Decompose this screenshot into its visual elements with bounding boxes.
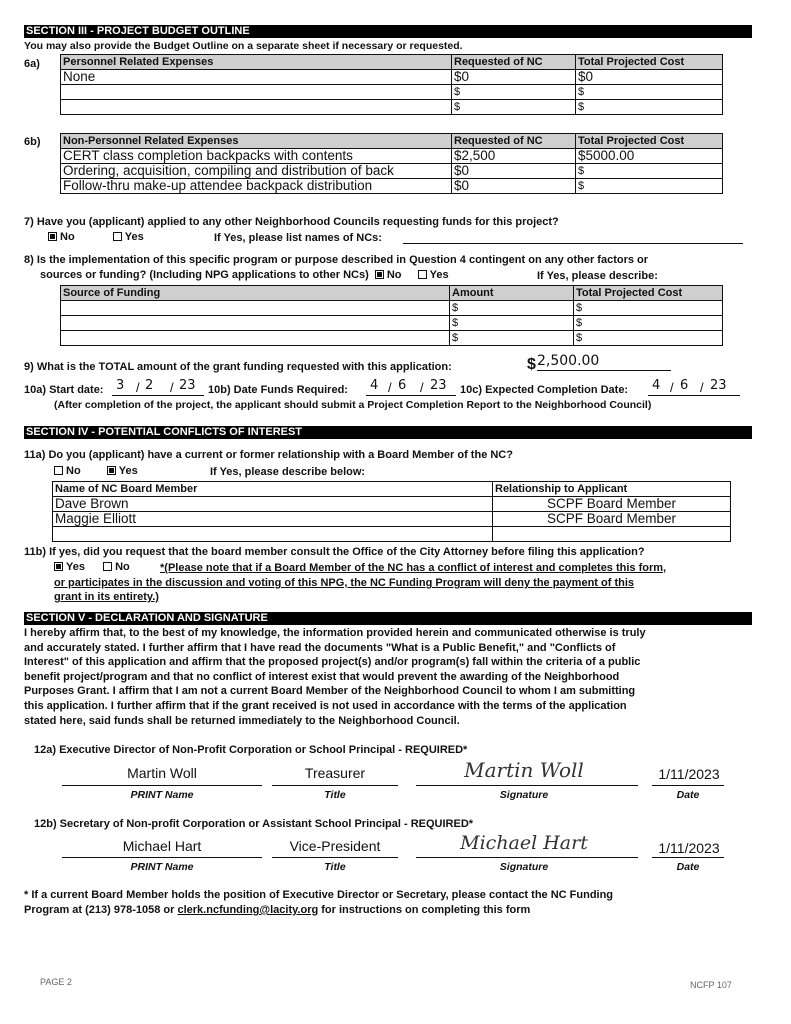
requested-cell[interactable]: $ [452, 100, 576, 115]
col-total: Total Projected Cost [576, 55, 723, 70]
q12b-title[interactable]: Vice-President [289, 838, 381, 854]
q11b-note-line3: grant in its entirety.) [54, 591, 159, 603]
personnel-cell[interactable] [61, 85, 452, 100]
q12a-signature[interactable]: Martin Woll [464, 758, 584, 782]
form-code: NCFP 107 [690, 980, 732, 990]
q10c-label: 10c) Expected Completion Date: [460, 384, 629, 396]
q11a-no-label: No [66, 465, 81, 477]
q12b-name-line [62, 857, 262, 858]
q12a-date[interactable]: 1/11/2023 [658, 766, 720, 782]
q10c-day[interactable]: 6 [680, 378, 689, 393]
table-row [61, 331, 723, 346]
q7-question: 7) Have you (applicant) applied to any other Neighborhood Councils requesting funds for this project? [24, 216, 559, 228]
q11a-yes-checkbox[interactable] [107, 466, 116, 475]
q12a-title-line [272, 785, 398, 786]
q8-no-label: No [386, 269, 402, 281]
source-cell[interactable] [61, 301, 450, 316]
footnote-line2-post: for instructions on completing this form [321, 904, 531, 916]
section3-header: SECTION III - PROJECT BUDGET OUTLINE [24, 25, 752, 38]
q12b-date-line [652, 857, 724, 858]
q11b-no-label: No [115, 561, 130, 573]
q11b-note-line1: *(Please note that if a Board Member of the NC has a conflict of interest and completes this form, [160, 562, 667, 574]
q7-followup: If Yes, please list names of NCs: [214, 232, 382, 244]
q12b-label: 12b) Secretary of Non-profit Corporation or Assistant School Principal - REQUIRED* [34, 818, 474, 830]
table-row [61, 149, 723, 164]
table-row [53, 527, 731, 542]
q11b-no-checkbox[interactable] [103, 562, 112, 571]
total-cell[interactable]: $ [574, 301, 723, 316]
relationship-cell[interactable] [493, 527, 731, 542]
q8-yes-label: Yes [429, 269, 449, 281]
expense-cell[interactable]: CERT class completion backpacks with contents [61, 149, 452, 164]
q12b-date-caption: Date [676, 861, 700, 873]
q9-amount-line [537, 370, 671, 371]
table-row [61, 100, 723, 115]
q12b-print-name-caption: PRINT Name [130, 861, 194, 873]
q6b-label: 6b) [24, 136, 41, 148]
col-relationship: Relationship to Applicant [493, 482, 731, 497]
non-personnel-expenses-table [60, 133, 723, 194]
q11b-yes-checkbox[interactable] [54, 562, 63, 571]
requested-cell[interactable]: $ [452, 85, 576, 100]
q10b-month[interactable]: 4 [370, 378, 379, 393]
funding-email-link[interactable]: clerk.ncfunding@lacity.org [177, 904, 319, 916]
q10a-sep1: / [136, 380, 140, 395]
q7-nc-names-line[interactable] [403, 243, 743, 244]
section5-header: SECTION V - DECLARATION AND SIGNATURE [24, 612, 752, 625]
q10a-month[interactable]: 3 [116, 378, 125, 393]
table-row [53, 512, 731, 527]
q12a-signature-line [416, 785, 638, 786]
q12a-date-caption: Date [676, 789, 700, 801]
table-row [61, 70, 723, 85]
q10-note: (After completion of the project, the applicant should submit a Project Completion Report to the Neighborhood Council) [54, 399, 652, 411]
q9-total-amount[interactable]: 2,500.00 [537, 353, 600, 369]
source-cell[interactable] [61, 316, 450, 331]
q10c-year[interactable]: 23 [710, 378, 727, 393]
q11b-note-line2: or participates in the discussion and voting of this NPG, the NC Funding Program will deny the payment of this [54, 577, 634, 589]
amount-cell[interactable]: $ [450, 316, 574, 331]
q8-no-checkbox[interactable] [375, 270, 384, 279]
q11b-question: 11b) If yes, did you request that the board member consult the Office of the City Attorney before filing this application? [24, 546, 645, 558]
requested-cell[interactable]: $0 [452, 164, 576, 179]
board-member-cell[interactable] [53, 527, 493, 542]
q8-followup: If Yes, please describe: [537, 270, 658, 282]
total-cell[interactable]: $ [576, 164, 723, 179]
q11a-yes-label: Yes [118, 465, 138, 477]
q12b-print-name[interactable]: Michael Hart [122, 838, 202, 854]
q10c-sep2: / [700, 380, 704, 395]
q10a-year[interactable]: 23 [179, 378, 196, 393]
requested-cell[interactable]: $0 [452, 70, 576, 85]
q10c-date-line [648, 395, 740, 396]
q12b-signature-caption: Signature [499, 861, 549, 873]
q10a-sep2: / [170, 380, 174, 395]
amount-cell[interactable]: $ [450, 331, 574, 346]
amount-cell[interactable]: $ [450, 301, 574, 316]
q10b-year[interactable]: 23 [430, 378, 447, 393]
q6a-label: 6a) [24, 58, 40, 70]
source-cell[interactable] [61, 331, 450, 346]
q12b-date[interactable]: 1/11/2023 [658, 840, 720, 856]
q12b-title-caption: Title [324, 861, 346, 873]
requested-cell[interactable]: $0 [452, 179, 576, 194]
declaration-line: and accurately stated. I further affirm that I have read the documents "What is a Public Benefit," and "Conflicts of [24, 641, 616, 654]
table-row [61, 316, 723, 331]
total-cell[interactable]: $ [574, 316, 723, 331]
requested-cell[interactable]: $2,500 [452, 149, 576, 164]
q12a-print-name[interactable]: Martin Woll [127, 765, 197, 781]
q10c-month[interactable]: 4 [652, 378, 661, 393]
q10c-sep1: / [670, 380, 674, 395]
board-member-table [52, 481, 731, 542]
section4-header: SECTION IV - POTENTIAL CONFLICTS OF INTEREST [24, 426, 752, 439]
q12a-date-line [652, 785, 724, 786]
total-cell[interactable]: $ [576, 100, 723, 115]
col-personnel: Personnel Related Expenses [61, 55, 452, 70]
declaration-line: I hereby affirm that, to the best of my knowledge, the information provided herein and communicated otherwise is truly [24, 627, 646, 639]
q10b-sep2: / [420, 380, 424, 395]
col-amount: Amount [450, 286, 574, 301]
table-row [61, 85, 723, 100]
q10b-date-line [366, 395, 456, 396]
q12a-title[interactable]: Treasurer [304, 765, 366, 781]
table-row [61, 179, 723, 194]
footnote-line1: * If a current Board Member holds the position of Executive Director or Secretary, please contact the NC Funding [24, 889, 614, 901]
q8-yes-checkbox[interactable] [418, 270, 427, 279]
q12b-title-line [272, 857, 398, 858]
q11a-no-checkbox[interactable] [54, 466, 63, 475]
total-cell[interactable]: $ [576, 179, 723, 194]
q7-no-checkbox[interactable] [48, 232, 57, 241]
relationship-cell[interactable]: SCPF Board Member [493, 512, 731, 527]
q11b-options [54, 561, 130, 573]
col-non-personnel: Non-Personnel Related Expenses [61, 134, 452, 149]
budget-note: You may also provide the Budget Outline on a separate sheet if necessary or requested. [24, 40, 463, 52]
total-cell[interactable]: $ [576, 85, 723, 100]
q9-dollar-sign: $ [527, 356, 536, 373]
total-cell[interactable]: $ [574, 331, 723, 346]
q7-yes-label: Yes [124, 231, 144, 243]
q12b-signature[interactable]: Michael Hart [460, 832, 588, 854]
expense-cell[interactable]: Follow-thru make-up attendee backpack distribution [61, 179, 452, 194]
q10a-label: 10a) Start date: [24, 384, 104, 396]
total-cell[interactable]: $0 [576, 70, 723, 85]
relationship-cell[interactable]: SCPF Board Member [493, 497, 731, 512]
declaration-text [24, 626, 754, 728]
q7-yes-checkbox[interactable] [113, 232, 122, 241]
declaration-line: Interest" of this application and affirm that the proposed project(s) and/or program(s) fall within the criteria of a public [24, 656, 641, 669]
table-row [61, 164, 723, 179]
personnel-cell[interactable]: None [61, 70, 452, 85]
footnote-line2-pre: Program at (213) 978-1058 or [24, 904, 175, 916]
q8-question-line2-text: sources or funding? (Including NPG applications to other NCs) [40, 269, 369, 281]
col-requested: Requested of NC [452, 134, 576, 149]
q7-options [48, 231, 144, 243]
q11b-yes-label: Yes [66, 561, 85, 573]
q8-question-line1: 8) Is the implementation of this specific program or purpose described in Question 4 contingent on any other factors or [24, 254, 649, 266]
q7-no-label: No [60, 231, 75, 243]
col-total: Total Projected Cost [574, 286, 723, 301]
declaration-line: this application. I further affirm that if the grant received is not used in accordance with the terms of the application [24, 699, 627, 712]
expense-cell[interactable]: Ordering, acquisition, compiling and distribution of back [61, 164, 452, 179]
q12a-print-name-caption: PRINT Name [130, 789, 194, 801]
q10b-label: 10b) Date Funds Required: [208, 384, 348, 396]
declaration-line: benefit project/program and that no conflict of interest exist that would prevent the awarding of the Neighborhood [24, 670, 620, 683]
declaration-line: Purposes Grant. I affirm that I am not a current Board Member of the Neighborhood Council to whom I am submitting [24, 685, 636, 698]
funding-sources-table [60, 285, 723, 346]
col-board-member: Name of NC Board Member [53, 482, 493, 497]
table-row [61, 301, 723, 316]
col-source: Source of Funding [61, 286, 450, 301]
q10a-day[interactable]: 2 [145, 378, 154, 393]
q11a-followup: If Yes, please describe below: [210, 466, 366, 478]
board-member-cell[interactable]: Dave Brown [53, 497, 493, 512]
q8-question-line2 [40, 269, 449, 281]
q12a-title-caption: Title [324, 789, 346, 801]
footnote-line2 [24, 904, 530, 916]
q10b-day[interactable]: 6 [398, 378, 407, 393]
col-requested: Requested of NC [452, 55, 576, 70]
q11a-question: 11a) Do you (applicant) have a current or former relationship with a Board Member of the NC? [24, 449, 513, 461]
q10b-sep1: / [388, 380, 392, 395]
q12a-name-line [62, 785, 262, 786]
q12b-signature-line [416, 857, 638, 858]
q12a-signature-caption: Signature [499, 789, 549, 801]
page-number: PAGE 2 [40, 977, 72, 987]
board-member-cell[interactable]: Maggie Elliott [53, 512, 493, 527]
personnel-cell[interactable] [61, 100, 452, 115]
q9-question: 9) What is the TOTAL amount of the grant funding requested with this application: [24, 361, 452, 373]
table-row [53, 497, 731, 512]
q11a-options [54, 465, 138, 477]
total-cell[interactable]: $5000.00 [576, 149, 723, 164]
q10a-date-line [112, 395, 204, 396]
col-total: Total Projected Cost [576, 134, 723, 149]
q12a-label: 12a) Executive Director of Non-Profit Corporation or School Principal - REQUIRED* [34, 744, 468, 756]
declaration-line: stated here, said funds shall be returned immediately to the Neighborhood Council. [24, 714, 460, 727]
personnel-expenses-table [60, 54, 723, 115]
